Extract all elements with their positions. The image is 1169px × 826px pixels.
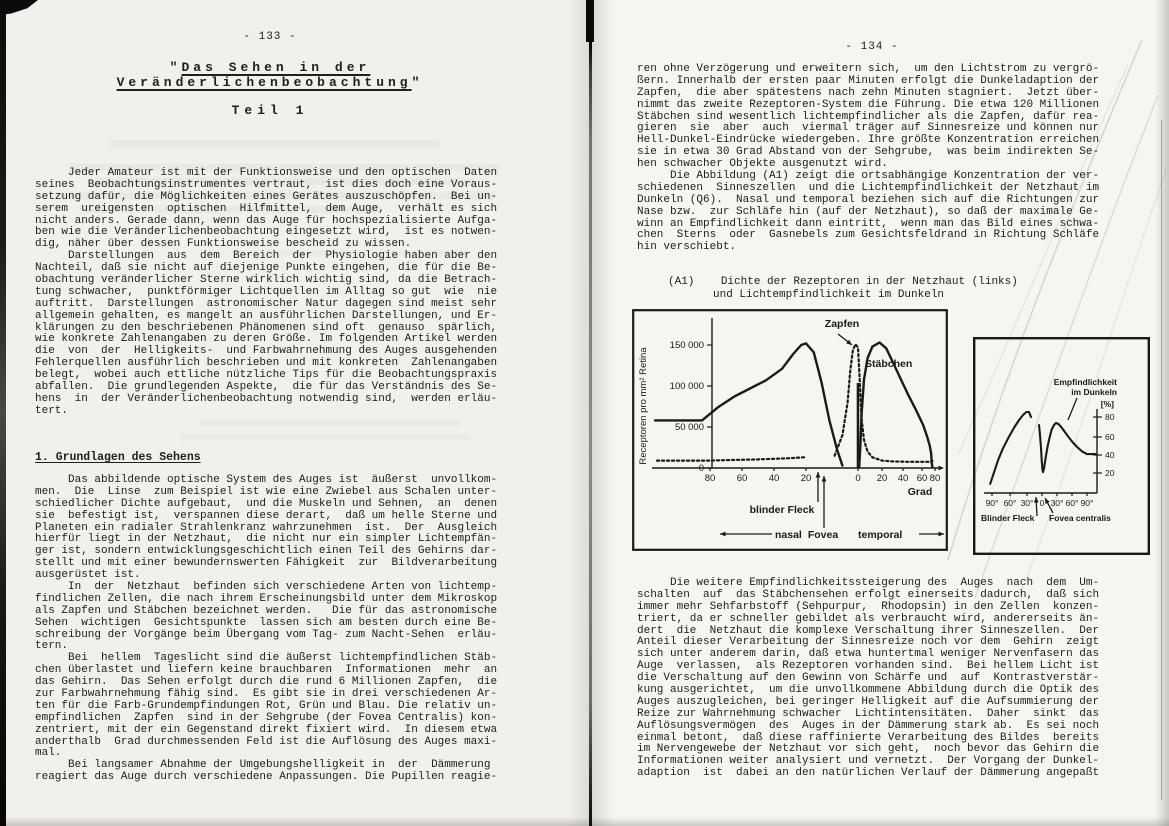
section-heading: 1. Grundlagen des Sehens [35,451,201,464]
scan-bottom-edge [0,817,1169,826]
svg-text:Receptoren pro mm² Retina: Receptoren pro mm² Retina [638,347,649,465]
text-line: tert. [35,404,69,417]
text-line: allgemein gehalten, es mangelt an ausführlichen Darstellungen, und Er- [35,309,498,322]
text-line: Stäbchen sind wesentlich lichtempfindlicher als die Zapfen, dafür rea- [637,110,1100,123]
svg-text:0: 0 [698,463,704,474]
page-number-133: - 133 - [243,31,297,43]
text-line: reagiert das Auge durch verschiedene Anpassungen. Die Pupillen reagie- [35,771,498,784]
scan-right-edge [1155,0,1169,826]
text-line: Auge verlassen, als Rezeptoren vorhanden sind. Bei hellem Licht ist [637,660,1100,673]
text-line: Anteil dieser Verarbeitung der Sinnesreize noch vor dem Gehirn zeigt [637,636,1100,649]
body-text-bottom [637,578,1099,780]
svg-text:Fovea centralis: Fovea centralis [1049,513,1111,523]
figure-a1-receptor-density-chart [632,309,948,551]
text-line: hierfür liegt in der Netzhaut, die nicht nur ein simpler Lichtempfän- [35,533,498,546]
svg-text:30°: 30° [1050,498,1064,508]
text-line: ausgerüstet ist. [35,569,141,582]
svg-text:Blinder Fleck: Blinder Fleck [981,513,1035,523]
text-line: Fehlerquellen ausführlich beschrieben und mit konkreten Zahlenangaben [35,357,498,370]
text-line: nicht anders. Gerade dann, wenn das Auge für hochspezialisierte Aufga- [35,214,498,227]
text-line: zur Farbwahrnehmung fähig sind. Es gibt sie in drei verschiedenen Ar- [35,688,498,701]
text-line: Informationen weiter analysiert und vernetzt. Der Vorgang der Dunkel- [637,755,1100,768]
svg-text:blinder Fleck: blinder Fleck [749,504,815,516]
text-line: wie konkrete Zahlenangaben zu deren Größe. Im folgenden Artikel werden [35,333,498,346]
svg-text:40: 40 [1105,450,1115,460]
svg-text:60: 60 [1105,432,1115,442]
text-line: sie in etwa 30 Grad Abstand von der Sehgrube, was beim indirekten Se- [637,146,1100,159]
title-open-quote: " [169,60,182,75]
svg-text:60: 60 [736,473,748,484]
svg-text:150 000: 150 000 [669,340,704,351]
text-line: Die Abbildung (A1) zeigt die ortsabhängige Konzentration der ver- [637,170,1100,183]
text-line: nimmt das zweite Rezeptoren-System die Führung. Die etwa 120 Millionen [637,98,1100,111]
svg-text:40: 40 [897,473,909,484]
text-line: auftritt. Darstellungen astronomischer Natur dagegen sind meist sehr [35,297,498,310]
svg-text:90°: 90° [985,498,999,508]
text-line: kung ausgerichtet, um die unvollkommene Abbildung durch die Optik des [637,684,1100,697]
text-line: Planeten ein radialer Strahlenkranz wahrzunehmen ist. Der Ausgleich [35,521,498,534]
scan-left-edge [0,0,6,826]
svg-text:90°: 90° [1080,498,1094,508]
page-gutter-line [589,0,592,826]
title-text-2: Veränderlichenbeobachtung [116,75,412,90]
body-text-section-1 [35,475,497,784]
svg-text:60: 60 [916,473,928,484]
bleedthrough-smudge [200,420,460,427]
svg-text:80: 80 [704,473,716,484]
svg-text:Stäbchen: Stäbchen [865,358,913,370]
bleedthrough-smudge [180,434,470,441]
svg-text:Empfindlichkeit: Empfindlichkeit [1053,377,1117,387]
page-number-134: - 134 - [845,41,899,53]
text-line: chen Sterns oder Gasnebels zum Gesichtsfeldrand in Richtung Schläfe [637,229,1100,242]
text-line: winn an Empfindlichkeit dann eintritt, wenn man das Bild eines schwa- [637,217,1100,230]
svg-text:20: 20 [876,473,888,484]
text-line: einmal betont, daß diese raffinierte Verarbeitung des Bildes bereits [637,731,1100,744]
text-line: abfallen. Die grundlegenden Aspekte, die für das Verständnis des Se- [35,381,498,394]
figure-caption-label: (A1) [668,276,695,288]
svg-text:30°: 30° [1020,498,1034,508]
text-line: Die weitere Empfindlichkeitssteigerung des Auges nach dem Um- [637,577,1100,589]
text-line: ten für die Farb-Grundempfindungen Rot, Grün und Blau. Die relativ un- [35,699,498,712]
text-line: serem ureigensten optischen Hilfmittel, dem Auge, verhält es sich [35,202,498,215]
text-line: ben wie die Veränderlichenbeobachtung eingesetzt wird, ist es notwen- [35,226,498,239]
text-line: anderthalb Grad durchmessenden Feld ist die Auflösung des Auges maxi- [35,735,498,748]
text-line: Nase bzw. zur Schläfe hin (auf der Netzhaut), so daß der maximale Ge- [637,205,1100,218]
body-text-intro [35,168,497,418]
article-subtitle: Teil 1 [231,103,309,118]
text-line: Sehen wichtigen Gesichtspunkte lassen sich am besten durch eine Be- [35,616,498,629]
text-line: Bei hellem Tageslicht sind die äußerst lichtempfindlichen Stäb- [35,652,498,665]
figure-caption [668,276,1018,288]
text-line: ßern. Innerhalb der ersten paar Minuten erfolgt die Dunkeladaption der [637,74,1100,87]
figure-caption-line1: Dichte der Rezeptoren in der Netzhaut (links) [720,276,1018,288]
text-line: men. Die Linse zum Beispiel ist wie eine Zwiebel aus Schalen unter- [35,485,498,498]
text-line: chen überlastet und liefern keine brauchbaren Informationen mehr an [35,664,498,677]
text-line: Auges auszugleichen, bei geringer Helligkeit auf die Aufsummierung der [637,695,1100,708]
figure-caption-line2: und Lichtempfindlichkeit im Dunkeln [713,289,945,301]
text-line: klärungen zu den beschriebenen Phänomenen sind oft genauso spärlich, [35,321,498,334]
text-line: Darstellungen aus dem Bereich der Physiologie haben aber den [35,250,498,263]
text-line: obachtung veränderlicher Sterne wirklich wichtig sind, da die Betrach- [35,274,498,287]
text-line: findlichen Zellen, die nach ihrem Erscheinungsbild unter dem Mikroskop [35,592,498,605]
text-line: belegt, wobei auch ettliche nützliche Tips für die Beobachtungspraxis [35,369,498,382]
svg-text:40: 40 [768,473,780,484]
text-line: triert, da er schneller gebildet als verbraucht wird, andererseits än- [637,612,1100,625]
text-line: hin verschiebt. [637,241,737,254]
svg-text:20: 20 [800,473,812,484]
text-line: In der Netzhaut befinden sich verschiedene Arten von lichtemp- [35,581,498,594]
text-line: die Verschaltung auf den Gewinn von Schärfe und auf Kontrastverstär- [637,672,1100,685]
text-line: Bei langsamer Abnahme der Umgebungshelligkeit in der Dämmerung [35,759,491,772]
text-line: Reize zur Wahrnehmung schwacher Lichtintensitäten. Daher sinkt das [637,707,1100,720]
text-line: schalten auf das Stäbchensehen erfolgt einerseits dadurch, daß sich [637,588,1100,601]
bleedthrough-smudge [110,140,440,147]
text-line: empfindlichen Zapfen sind in der Sehgrube (der Fovea Centralis) kon- [35,711,498,724]
text-line: Hell-Dunkel-Eindrücke wiedergeben. Ihre größte Konzentration erreichen [637,134,1100,147]
article-title [35,60,505,118]
page-134 [590,0,1169,826]
title-close-quote: " [411,75,424,90]
svg-text:im Dunkeln: im Dunkeln [1071,387,1117,397]
text-line: ger ist, sondern entwicklungsgeschichtlich einen Teil des Gehirns dar- [35,545,498,558]
text-line: setzung dafür, die Möglichkeiten eines Gerätes auszuschöpfen. Bei un- [35,190,498,203]
svg-text:50 000: 50 000 [674,422,704,433]
text-line: immer mehr Sehfarbstoff (Sehpurpur, Rhodopsin) in den Zellen konzen- [637,600,1100,613]
text-line: Dunkeln (Q6). Nasal und temporal beziehen sich auf die Richtungen zur [637,193,1100,206]
figure-a1-dark-sensitivity-chart [973,337,1150,555]
scan-right-edge-line [1161,120,1162,800]
text-line: Nachteil, daß sie nicht auf diejenige Punkte eingehen, die für die Be- [35,262,498,275]
svg-text:Fovea: Fovea [807,529,839,541]
svg-text:[%]: [%] [1100,399,1114,409]
text-line: das Gehirn. Das Sehen erfolgt durch die rund 6 Millionen Zapfen, die [35,676,498,689]
text-line: Zapfen, die aber spätestens nach zehn Minuten stagniert. Jetzt über- [637,86,1100,99]
text-line: sie befestigt ist, verspannen diese derart, daß um helle Sterne und [35,509,498,522]
text-line: dert die Netzhaut die komplexe Verschaltung ihrer Sinneszellen. Der [637,624,1100,637]
text-line: stellt und mit einer bewundernswerten Fähigkeit zur Bildverarbeitung [35,557,498,570]
text-line: schiedenen Sinneszellen und die Lichtempfindlichkeit der Netzhaut im [637,181,1100,194]
text-line: Jeder Amateur ist mit der Funktionsweise und den optischen Daten [35,167,498,179]
svg-text:temporal: temporal [858,529,903,541]
title-line-1 [35,60,505,75]
svg-text:20: 20 [1105,468,1115,478]
page-gutter-top-cap [586,0,594,42]
text-line: tern. [35,640,69,653]
text-line: hens in der Veränderlichenbeobachtung notwendig sind, werden erläu- [35,392,498,405]
text-line: Auflösungsvermögen des Auges in der Dämmerung stark ab. Es sei noch [637,719,1100,732]
text-line: hen schwacher Objekte ausgenutzt wird. [637,158,888,171]
text-line: dig, näher über dessen Funktionsweise bescheid zu wissen. [35,238,412,251]
svg-text:100 000: 100 000 [669,381,704,392]
text-line: gieren sie aber auch viermal träger auf Sinnesreize und können nur [637,122,1100,135]
text-line: zentriert, mit der ein Gegenstand direkt fixiert wird. In diesem etwa [35,723,498,736]
text-line: schiedlicher Dichte aufgebaut, und die Muskeln und Sehnen, an denen [35,497,498,510]
text-line: ren ohne Verzögerung und erweitern sich, um den Lichtstrom zu vergrö- [637,63,1100,75]
text-line: seines Beobachtungsinstrumentes vertraut, ist dies doch eine Voraus- [35,178,498,191]
svg-text:80: 80 [1105,412,1115,422]
text-line: adaption ist dabei an den natürlichen Verlauf der Dämmerung angepaßt [637,767,1100,780]
text-line: sich unter anderem darin, daß etwa huntertmal weniger Nervenfasern das [637,648,1100,661]
svg-text:60°: 60° [1065,498,1079,508]
text-line: mal. [35,747,62,760]
text-line: im Nervengewebe der Netzhaut vor sich geht, noch bevor das Gehirn die [637,743,1100,756]
text-line: schreibung der Vorgänge beim Übergang vom Tag- zum Nacht-Sehen erläu- [35,628,498,641]
svg-text:80: 80 [929,473,941,484]
svg-text:Grad: Grad [907,486,933,498]
text-line: tung schwacher, punktförmiger Lichtquellen im Alltag so gut wie nie [35,285,498,298]
title-line-2 [35,75,505,90]
text-line: als Zapfen und Stäbchen bezeichnet werden. Die für das astronomische [35,604,498,617]
text-line: die von der Helligkeits- und Farbwahrnehmung des Auges ausgehenden [35,345,498,358]
svg-text:Zapfen: Zapfen [824,318,860,330]
svg-text:60°: 60° [1003,498,1017,508]
svg-text:0: 0 [855,473,861,484]
body-text-top [637,64,1099,254]
svg-text:nasal: nasal [775,529,802,541]
text-line: Das abbildende optische System des Auges ist äußerst unvollkom- [35,474,498,486]
title-text-1: Das Sehen in der [181,60,371,75]
svg-text:0: 0 [1039,498,1045,508]
